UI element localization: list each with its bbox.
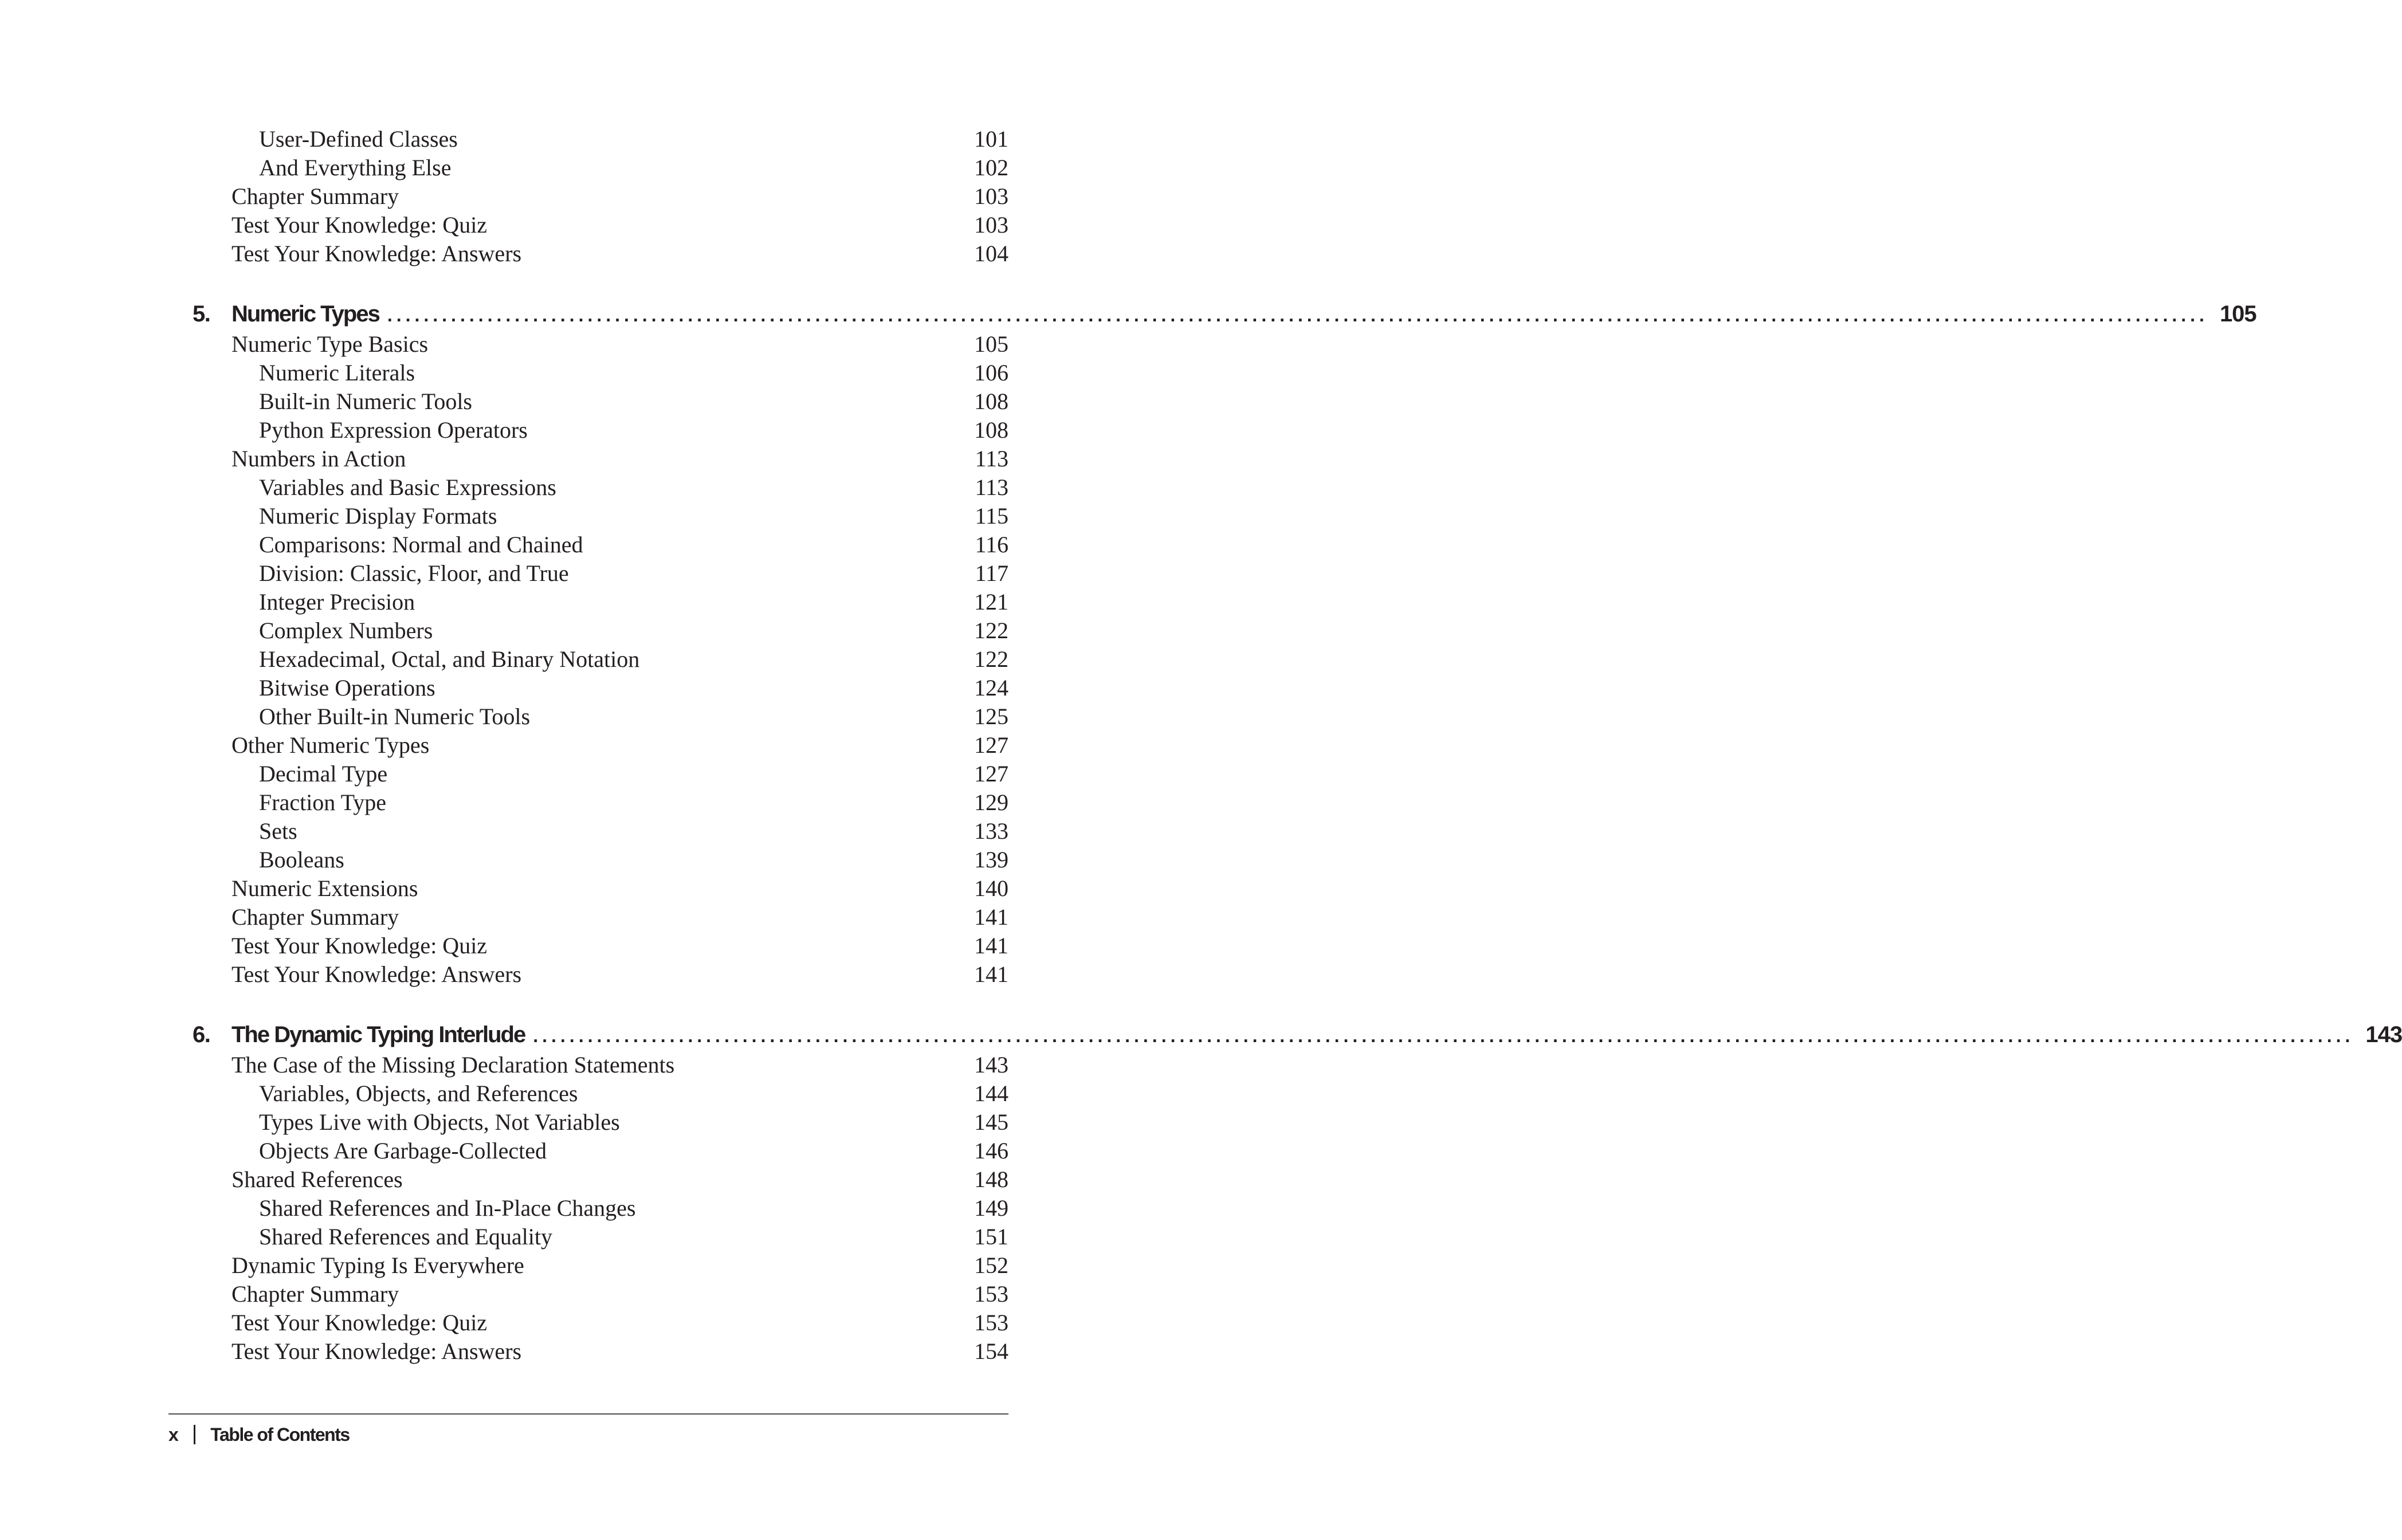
footer-separator [194,1425,195,1444]
toc-entry-page: 153 [974,1281,1008,1307]
toc-subsection-entry [0,154,1173,182]
toc-section-entry [0,960,1173,989]
toc-entry-page: 152 [974,1252,1008,1278]
toc-subsection-entry [0,125,1173,154]
running-footer-title: Table of Contents [210,1424,350,1445]
toc-entry-page: 146 [974,1138,1008,1164]
toc-section-entry [0,903,1173,932]
toc-entry-title: The Case of the Missing Declaration Statements [231,1052,675,1078]
toc-entry-page: 122 [974,646,1008,672]
toc-subsection-entry [0,359,1173,387]
toc-entry-page: 103 [974,212,1008,238]
toc-entry-title: Shared References and Equality [259,1224,553,1250]
toc-entry-page: 145 [974,1109,1008,1135]
toc-subsection-entry [0,531,1173,559]
toc-section-entry [0,211,1173,239]
toc-section-entry [0,1337,1173,1366]
toc-entry-title: Numeric Literals [259,360,415,386]
toc-subsection-entry [0,473,1173,502]
toc-entry-page: 151 [974,1224,1008,1250]
toc-entry-title: Shared References and In-Place Changes [259,1195,636,1221]
toc-entry-title: And Everything Else [259,155,452,180]
chapter-title-line [231,298,2256,330]
toc-entry-page: 149 [974,1195,1008,1221]
toc-entry-title: Comparisons: Normal and Chained [259,532,583,557]
chapter-number: 6. [193,1022,210,1047]
toc-subsection-entry [0,645,1173,674]
toc-entry-page: 116 [975,532,1008,557]
toc-entry-title: Python Expression Operators [259,417,528,443]
toc-entry-page: 117 [975,560,1008,586]
toc-section-entry [0,330,1173,359]
toc-entry-page: 141 [974,933,1008,958]
toc-entry-title: Sets [259,818,297,844]
toc-entry-title: Test Your Knowledge: Answers [231,961,522,987]
toc-entry-title: Decimal Type [259,761,388,787]
toc-subsection-entry [0,1108,1173,1137]
toc-entry-title: Objects Are Garbage-Collected [259,1138,547,1164]
toc-entry-title: Fraction Type [259,789,386,815]
toc-entry-page: 140 [974,875,1008,901]
toc-entry-page: 121 [974,589,1008,615]
toc-section-entry [0,1251,1173,1280]
toc-entry-title: Numeric Type Basics [231,331,429,357]
toc-entry-title: Types Live with Objects, Not Variables [259,1109,620,1135]
chapter-title: Numeric Types [231,301,379,327]
toc-entry-title: Chapter Summary [231,904,399,930]
dot-leader: ........................................................................................................................................................................................................ [533,1026,2354,1046]
toc-entry-title: Complex Numbers [259,618,433,643]
toc-entry-page: 144 [974,1081,1008,1106]
toc-subsection-entry [0,817,1173,846]
toc-entry-title: Test Your Knowledge: Answers [231,241,522,266]
toc-section-entry [0,1051,1173,1079]
toc-entry-title: Numbers in Action [231,446,406,472]
chapter-page-number: 143 [2365,1022,2402,1047]
toc-entry-title: Bitwise Operations [259,675,435,701]
toc-section-entry [0,445,1173,473]
footer-rule [168,1413,1008,1415]
toc-entry-page: 102 [974,155,1008,180]
dot-leader: ........................................................................................................................................................................................................ [387,305,2208,325]
toc-entry-page: 154 [974,1338,1008,1364]
toc-entry-page: 133 [974,818,1008,844]
toc-entry-title: Hexadecimal, Octal, and Binary Notation [259,646,640,672]
toc-subsection-entry [0,674,1173,702]
toc-entry-page: 113 [975,446,1008,472]
toc-entry-title: Booleans [259,847,344,873]
toc-entry-page: 153 [974,1310,1008,1335]
toc-entry-page: 106 [974,360,1008,386]
toc-subsection-entry [0,1223,1173,1251]
toc-entry-title: Integer Precision [259,589,415,615]
page-number: x [168,1424,178,1445]
toc-entry-page: 124 [974,675,1008,701]
toc-chapter-heading [0,1019,2402,1051]
toc-section-entry [0,1280,1173,1309]
toc-subsection-entry [0,588,1173,616]
chapter-title-line [231,1019,2402,1051]
toc-entry-title: Numeric Extensions [231,875,418,901]
toc-entry-title: Other Built-in Numeric Tools [259,704,531,729]
toc-entry-title: User-Defined Classes [259,126,458,152]
toc-section-entry [0,1309,1173,1337]
toc-subsection-entry [0,846,1173,874]
toc-entry-page: 127 [974,761,1008,787]
toc-entry-title: Chapter Summary [231,1281,399,1307]
toc-section-entry [0,1165,1173,1194]
toc-entry-title: Test Your Knowledge: Quiz [231,933,488,958]
toc-entry-title: Variables and Basic Expressions [259,474,556,500]
toc-section-entry [0,932,1173,960]
toc-section-entry [0,874,1173,903]
toc-subsection-entry [0,387,1173,416]
toc-entry-page: 101 [974,126,1008,152]
toc-entry-title: Numeric Display Formats [259,503,497,529]
toc-entry-title: Test Your Knowledge: Quiz [231,212,488,238]
toc-subsection-entry [0,760,1173,788]
toc-subsection-entry [0,1137,1173,1165]
toc-entry-page: 104 [974,241,1008,266]
toc-entry-title: Dynamic Typing Is Everywhere [231,1252,524,1278]
toc-entry-page: 108 [974,388,1008,414]
toc-subsection-entry [0,416,1173,445]
toc-subsection-entry [0,502,1173,531]
chapter-number: 5. [193,301,210,327]
toc-entry-page: 103 [974,183,1008,209]
chapter-title: The Dynamic Typing Interlude [231,1022,525,1047]
toc-subsection-entry [0,1194,1173,1223]
toc-entry-page: 125 [974,704,1008,729]
toc-chapter-heading [0,298,2256,330]
toc-entry-page: 143 [974,1052,1008,1078]
toc-entry-title: Shared References [231,1166,403,1192]
toc-entry-page: 115 [975,503,1008,529]
toc-entry-page: 113 [975,474,1008,500]
toc-entry-page: 108 [974,417,1008,443]
toc-entry-title: Test Your Knowledge: Quiz [231,1310,488,1335]
toc-entry-title: Test Your Knowledge: Answers [231,1338,522,1364]
toc-entry-page: 105 [974,331,1008,357]
toc-subsection-entry [0,1079,1173,1108]
toc-entry-title: Division: Classic, Floor, and True [259,560,569,586]
toc-entry-title: Chapter Summary [231,183,399,209]
toc-entry-title: Variables, Objects, and References [259,1081,578,1106]
toc-entry-page: 139 [974,847,1008,873]
toc-subsection-entry [0,702,1173,731]
chapter-page-number: 105 [2219,301,2256,327]
toc-entry-page: 148 [974,1166,1008,1192]
toc-subsection-entry [0,788,1173,817]
toc-subsection-entry [0,559,1173,588]
toc-section-entry [0,731,1173,760]
toc-entry-page: 141 [974,961,1008,987]
toc-entry-page: 122 [974,618,1008,643]
toc-section-entry [0,239,1173,268]
toc-entry-page: 129 [974,789,1008,815]
toc-entry-title: Built-in Numeric Tools [259,388,472,414]
toc-subsection-entry [0,616,1173,645]
page-footer [168,1422,350,1447]
toc-entry-page: 141 [974,904,1008,930]
toc-entry-title: Other Numeric Types [231,732,430,758]
toc-section-entry [0,182,1173,211]
toc-entry-page: 127 [974,732,1008,758]
